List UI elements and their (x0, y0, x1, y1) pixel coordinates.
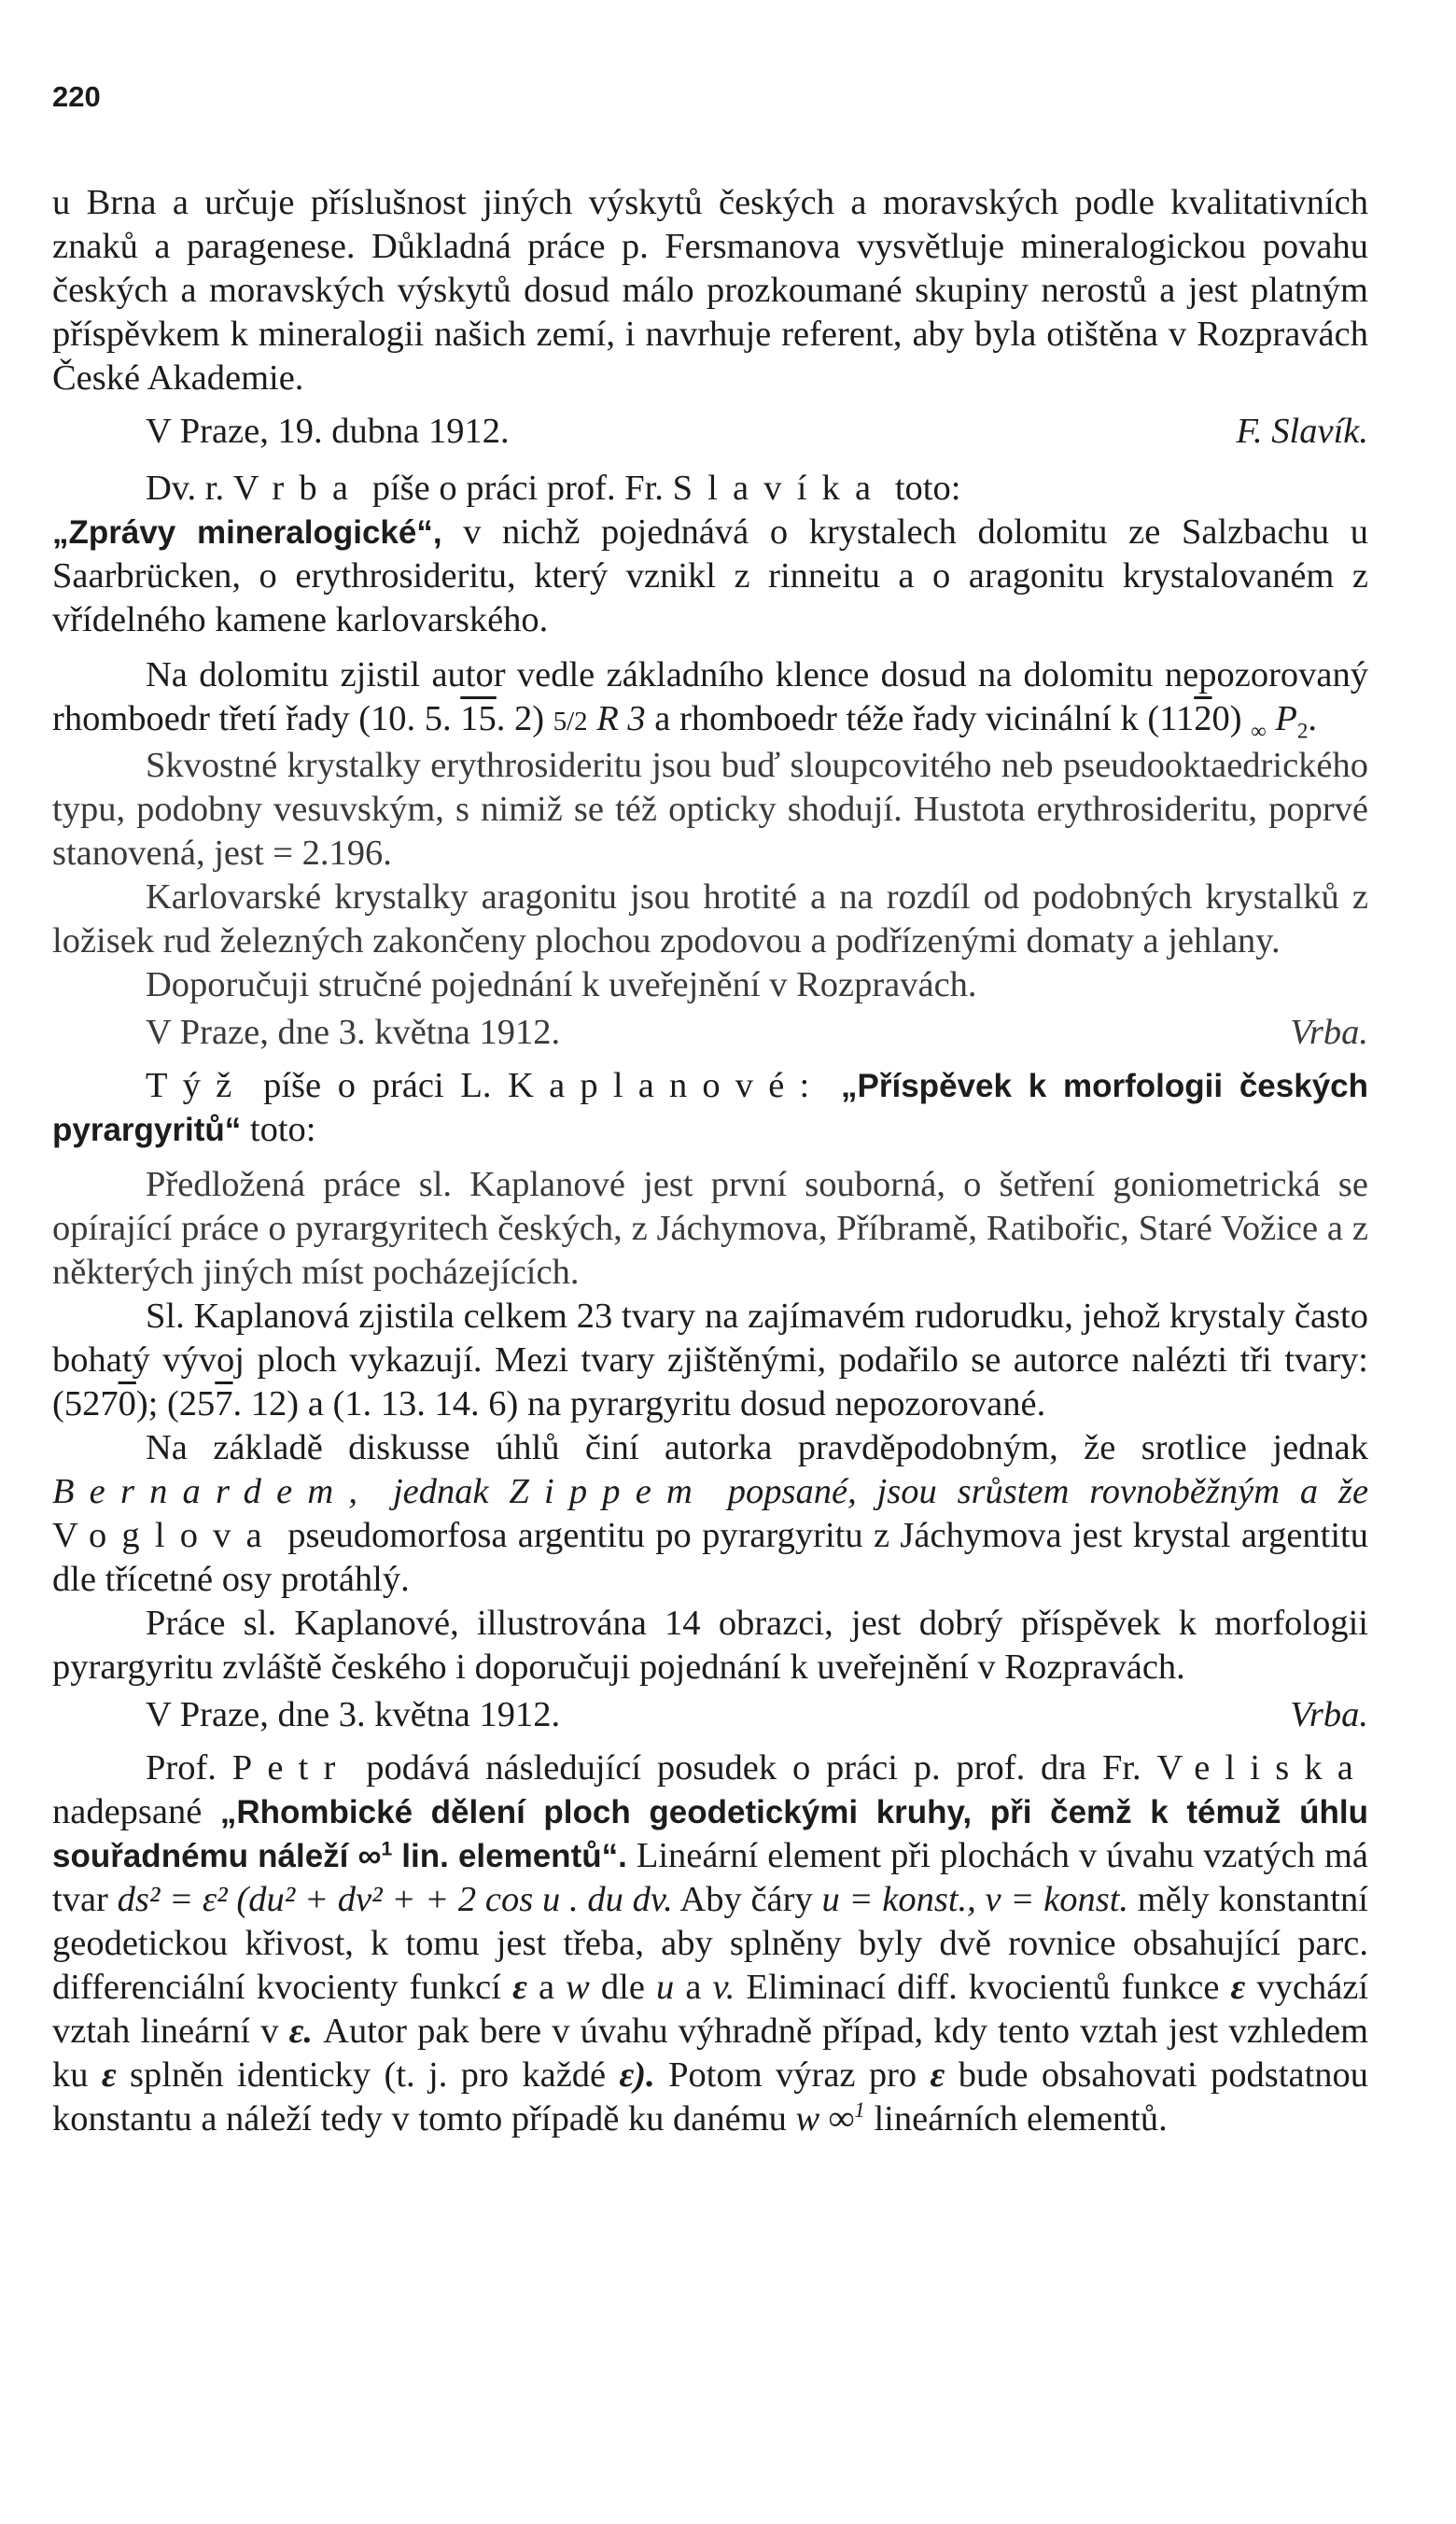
paragraph-text: 0) (1211, 699, 1242, 738)
paragraph-text: vychází vztah lineární v (52, 1968, 1369, 2051)
variable: v. (712, 1968, 735, 2007)
author-name: Bernardem, (52, 1472, 373, 1511)
paragraph-text: a (685, 1968, 702, 2007)
report-intro (52, 1064, 1368, 1152)
report-paragraph: Doporučuji stručné pojednání k uveřejnění v Rozpravách. (146, 965, 977, 1004)
page-body (52, 181, 1368, 2141)
paragraph-text: měly konstantní geodetickou křivost, k tomu jest třeba, aby splněny byly dvě rovnice obsahující parc. differenciální kvocienty funkcí (52, 1880, 1368, 2007)
author-name: Slavíka (672, 469, 887, 508)
paragraph-text: bude obsahovati podstatnou konstantu a náleží tedy v tomto případě ku danému (52, 2055, 1369, 2138)
paragraph-text: . (1308, 699, 1318, 738)
author-name: Týž (146, 1066, 247, 1105)
signature: F. Slavík. (1236, 412, 1368, 451)
formula: u = konst., v = konst. (821, 1880, 1129, 1919)
formula-text: w ∞ (795, 2099, 855, 2138)
report-paragraph: Práce sl. Kaplanové, illustrována 14 obrazci, jest dobrý příspěvek k morfologii pyrargyritu zvláště českého i doporučuji pojednání k uveřejnění v Rozpravách. (52, 1604, 1368, 1687)
paragraph-text: lineárních elementů. (874, 2099, 1168, 2138)
report-paragraph (52, 1426, 1368, 1602)
report-paragraph (52, 511, 1368, 642)
report-paragraph (52, 1746, 1368, 2141)
author-name: Zippem (509, 1472, 707, 1511)
author-name: Vrba (232, 469, 364, 508)
paragraph-text: splněn identicky (t. j. pro každé (130, 2055, 607, 2095)
paragraph-text: popsané, jsou srůstem rovnoběžným a že (727, 1472, 1369, 1511)
author-name: Petr (231, 1748, 351, 1788)
paragraph-text: Eliminací diff. kvocientů funkce (746, 1968, 1220, 2007)
symbol: R 3 (596, 699, 646, 738)
fraction: 5/2 (553, 707, 588, 736)
miller-index: 7 (215, 1384, 233, 1423)
title-text: „Rhombické dělení ploch geodetickými kruhy, při čemž k témuž úhlu souřadnému náleží ∞ (52, 1794, 1368, 1874)
report-paragraph: Předložená práce sl. Kaplanové jest první souborná, o šetření goniometrická se opírající práce o pyrargyritech českých, z Jáchymova, Příbramě, Ratibořic, Staré Vožice a z některých jiných míst pocházejících. (52, 1165, 1368, 1292)
subscript: 2 (1296, 718, 1309, 743)
report-paragraph: Skvostné krystalky erythrosideritu jsou buď sloupcovitého neb pseudooktaedrického typu, podobny vesuvským, s nimiž se též opticky shodují. Hustota erythrosideritu, poprvé stanovená, jest = 2.196. (52, 746, 1368, 873)
signature: Vrba. (1290, 1013, 1368, 1052)
miller-index: 15 (460, 699, 497, 738)
miller-index: 2 (1194, 699, 1212, 738)
infinity-symbol: ∞ (1251, 718, 1267, 743)
paragraph-text: Sl. Kaplanová zjistila celkem 23 tvary na zajímavém rudorudku, jehož krystaly často bohatý vývoj ploch vykazují. Mezi tvary zjištěnými, podařilo se autorce nalézti tři tvary: (527 (52, 1297, 1368, 1423)
intro-text: podává následující posudek o práci p. prof. dra Fr. (366, 1748, 1141, 1788)
page-number: 220 (52, 80, 101, 113)
paragraph-text: a (538, 1968, 555, 2007)
report-paragraph: Karlovarské krystalky aragonitu jsou hrotité a na rozdíl od podobných krystalků z ložisek rud železných zakončeny plochou zpodovou a podřízenými domaty a jehlany. (52, 877, 1368, 961)
report-paragraph (52, 1295, 1368, 1426)
variable: ε (101, 2055, 117, 2095)
intro-text: píše o práci L. (263, 1066, 492, 1105)
variable: ε. (288, 2012, 314, 2051)
paragraph-text: . 2) (496, 699, 545, 738)
variable: ε (930, 2055, 945, 2095)
superscript: 1 (381, 1838, 393, 1860)
signature-line (52, 410, 1368, 454)
signature: Vrba. (1290, 1695, 1368, 1734)
place-date: V Praze, dne 3. května 1912. (146, 1695, 561, 1734)
report-intro (52, 467, 1368, 511)
place-date: V Praze, 19. dubna 1912. (146, 412, 510, 451)
title-text: lin. elementů“. (401, 1838, 627, 1874)
paragraph-text: ); (25 (135, 1384, 216, 1423)
paragraph-text: a rhomboedr téže řady vicinální k (11 (654, 699, 1195, 738)
work-title: „Příspěvek k morfologii českých pyrargyritů“ (52, 1068, 1369, 1148)
intro-prefix: Dv. r. (146, 469, 225, 508)
variable: ε (512, 1968, 527, 2007)
variable: w (566, 1968, 590, 2007)
paragraph-text: . 12) a (1. 13. 14. 6) na pyrargyritu dosud nepozorované. (232, 1384, 1046, 1423)
author-name: Veliska (1156, 1748, 1369, 1788)
paragraph-text: jednak (392, 1472, 489, 1511)
report-paragraph (52, 653, 1368, 744)
intro-text: toto: (894, 469, 961, 508)
author-name: Voglova (52, 1516, 277, 1555)
formula: ds² = ε² (du² + dv² + + 2 cos u . du dv. (117, 1880, 673, 1919)
report-paragraph: u Brna a určuje příslušnost jiných výskytů českých a moravských podle kvalitativních znaků a paragenese. Důkladná práce p. Fersmanova vysvětluje mineralogickou povahu českých a moravských výskytů dosud málo prozkoumané skupiny nerostů a jest platným příspěvkem k mineralogii našich zemí, i navrhuje referent, aby byla otištěna v Rozpravách České Akademie. (52, 183, 1368, 398)
author-name: Kaplanové: (508, 1066, 825, 1105)
paragraph-text: Lineární element při plochách v úvahu vzatých má tvar (52, 1836, 1368, 1919)
paragraph-text: Potom výraz pro (668, 2055, 917, 2095)
miller-index: 0 (118, 1384, 136, 1423)
place-date: V Praze, dne 3. května 1912. (146, 1013, 561, 1052)
paragraph-text: Aby čáry (679, 1880, 813, 1919)
paragraph-text: v nichž pojednává o krystalech dolomitu ze Salzbachu u Saarbrücken, o erythrosideritu, který vznikl z rinneitu a o aragonitu krystalovaném z vřídelného kamene karlovarského. (52, 512, 1369, 639)
paragraph-text: Na dolomitu zjistil autor vedle základního klence dosud na dolomitu nepozorovaný rhomboedr třetí řady (10. 5. (52, 655, 1368, 738)
signature-line (52, 1693, 1368, 1737)
intro-text: Prof. (146, 1748, 217, 1788)
paragraph-text: Autor pak bere v úvahu výhradně případ, kdy tento vztah jest vzhledem ku (52, 2012, 1369, 2095)
variable: ε (1230, 1968, 1246, 2007)
paragraph-text: Na základě diskusse úhlů činí autorka pravděpodobným, že srotlice jednak (146, 1428, 1368, 1467)
work-title: „Zprávy mineralogické“, (52, 514, 442, 551)
signature-line (52, 1011, 1368, 1055)
superscript: 1 (854, 2097, 865, 2123)
intro-text: píše o práci prof. Fr. (371, 469, 664, 508)
variable: ε). (619, 2055, 655, 2095)
formula (796, 2099, 865, 2138)
paragraph-text: pseudomorfosa argentitu po pyrargyritu z Jáchymova jest krystal argentitu dle třícetné osy protáhlý. (52, 1516, 1369, 1599)
symbol: P (1275, 699, 1297, 738)
variable: u (656, 1968, 675, 2007)
intro-text: nadepsané (52, 1792, 203, 1831)
paragraph-text: dle (600, 1968, 645, 2007)
intro-text: toto: (249, 1110, 316, 1149)
